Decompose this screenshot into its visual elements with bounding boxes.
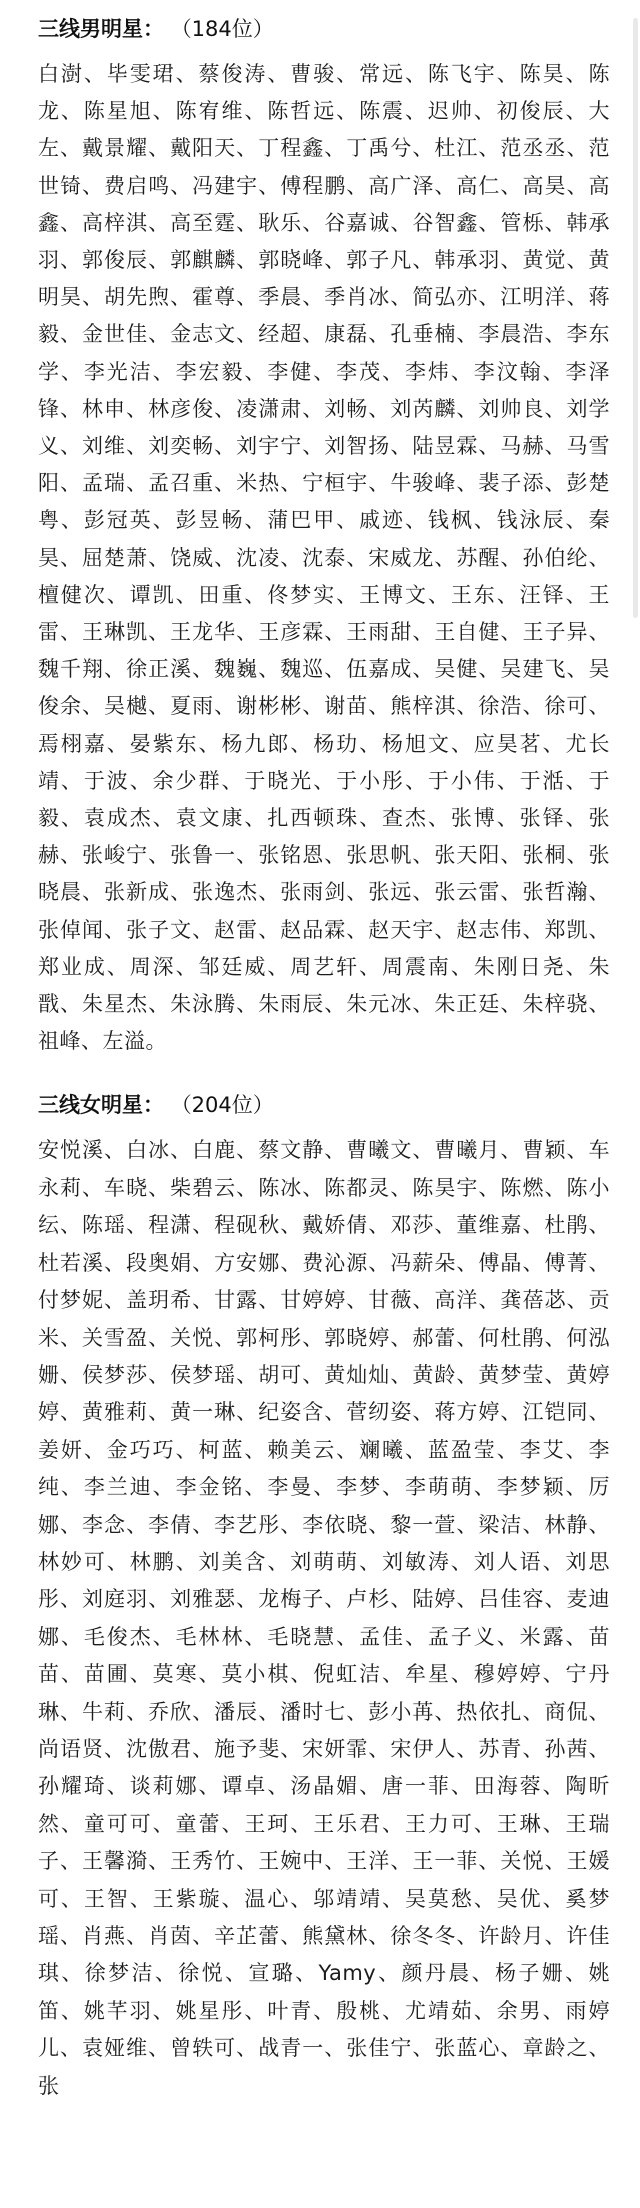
- female-names-list: 安悦溪、白冰、白鹿、蔡文静、曹曦文、曹曦月、曹颖、车永莉、车晓、柴碧云、陈冰、陈都灵、陈昊宇、陈燃、陈小纭、陈瑶、程潇、程砚秋、戴娇倩、邓莎、董维嘉、杜鹃、杜若溪、段奥娟、方安娜、费沁源、冯薪朵、傅晶、傅菁、付梦妮、盖玥希、甘露、甘婷婷、甘薇、高洋、龚蓓苾、贡米、关雪盈、关悦、郭柯彤、郭晓婷、郝蕾、何杜鹃、何泓姗、侯梦莎、侯梦瑶、胡可、黄灿灿、黄龄、黄梦莹、黄婷婷、黄雅莉、黄一琳、纪姿含、菅纫姿、蒋方婷、江铠同、姜妍、金巧巧、柯蓝、赖美云、斓曦、蓝盈莹、李艾、李纯、李兰迪、李金铭、李曼、李梦、李萌萌、李梦颖、厉娜、李念、李倩、李艺彤、李依晓、黎一萱、梁洁、林静、林妙可、林鹏、刘美含、刘萌萌、刘敏涛、刘人语、刘思彤、刘庭羽、刘雅瑟、龙梅子、卢杉、陆婷、吕佳容、麦迪娜、毛俊杰、毛林林、毛晓慧、孟佳、孟子义、米露、苗苗、苗圃、莫寒、莫小棋、倪虹洁、牟星、穆婷婷、宁丹琳、牛莉、乔欣、潘辰、潘时七、彭小苒、热依扎、商侃、尚语贤、沈傲君、施予斐、宋妍霏、宋伊人、苏青、孙茜、孙耀琦、谈莉娜、谭卓、汤晶媚、唐一菲、田海蓉、陶昕然、童可可、童蕾、王珂、王乐君、王力可、王琳、王瑞子、王馨漪、王秀竹、王婉中、王洋、王一菲、关悦、王媛可、王智、王紫璇、温心、邬靖靖、吴莫愁、吴优、奚梦瑶、肖燕、肖茵、辛芷蕾、熊黛林、徐冬冬、许龄月、许佳琪、徐梦洁、徐悦、宣璐、Yamy、颜丹晨、杨子姗、姚笛、姚芊羽、姚星彤、叶青、殷桃、尤靖茹、余男、雨婷儿、袁娅维、曾轶可、战青一、张佳宁、张蓝心、章龄之、张: [38, 1138, 610, 2098]
- male-names-list: 白澍、毕雯珺、蔡俊涛、曹骏、常远、陈飞宇、陈昊、陈龙、陈星旭、陈宥维、陈哲远、陈震、迟帅、初俊辰、大左、戴景耀、戴阳天、丁程鑫、丁禹兮、杜江、范丞丞、范世锜、费启鸣、冯建宇、傅程鹏、高广泽、高仁、高昊、高鑫、高梓淇、高至霆、耿乐、谷嘉诚、谷智鑫、管栎、韩承羽、郭俊辰、郭麒麟、郭晓峰、郭子凡、韩承羽、黄觉、黄明昊、胡先煦、霍尊、季晨、季肖冰、简弘亦、江明洋、蒋毅、金世佳、金志文、经超、康磊、孔垂楠、李晨浩、李东学、李光洁、李宏毅、李健、李茂、李炜、李汶翰、李泽锋、林申、林彦俊、凌潇肃、刘畅、刘芮麟、刘帅良、刘学义、刘维、刘奕畅、刘宇宁、刘智扬、陆昱霖、马赫、马雪阳、孟瑞、孟召重、米热、宁桓宇、牛骏峰、裴子添、彭楚粤、彭冠英、彭昱畅、蒲巴甲、戚迹、钱枫、钱泳辰、秦昊、屈楚萧、饶威、沈凌、沈泰、宋威龙、苏醒、孙伯纶、檀健次、谭凯、田重、佟梦实、王博文、王东、汪铎、王雷、王琳凯、王龙华、王彦霖、王雨甜、王自健、王子异、魏千翔、徐正溪、魏巍、魏巡、伍嘉成、吴健、吴建飞、吴俊余、吴樾、夏雨、谢彬彬、谢苗、熊梓淇、徐浩、徐可、焉栩嘉、晏紫东、杨九郎、杨玏、杨旭文、应昊茗、尤长靖、于波、余少群、于晓光、于小彤、于小伟、于湉、于毅、袁成杰、袁文康、扎西顿珠、查杰、张博、张铎、张赫、张峻宁、张鲁一、张铭恩、张思帆、张天阳、张桐、张晓晨、张新成、张逸杰、张雨剑、张远、张云雷、张哲瀚、张倬闻、张子文、赵雷、赵品霖、赵天宇、赵志伟、郑凯、郑业成、周深、邹廷威、周艺轩、周震南、朱刚日尧、朱戬、朱星杰、朱泳腾、朱雨辰、朱元冰、朱正廷、朱梓骁、祖峰、左溢。: [38, 62, 610, 1054]
- female-section-heading: [38, 1090, 610, 1120]
- male-section-heading: [38, 14, 610, 44]
- female-section-count: （204位）: [170, 1093, 274, 1118]
- page-scrollbar[interactable]: [633, 0, 638, 2208]
- scrollbar-thumb[interactable]: [633, 18, 638, 618]
- female-stars-section: [0, 1060, 640, 2105]
- female-section-title: 三线女明星：: [38, 1093, 164, 1118]
- male-section-title: 三线男明星：: [38, 17, 164, 41]
- male-section-count: （184位）: [170, 17, 274, 41]
- male-stars-section: [0, 0, 640, 1060]
